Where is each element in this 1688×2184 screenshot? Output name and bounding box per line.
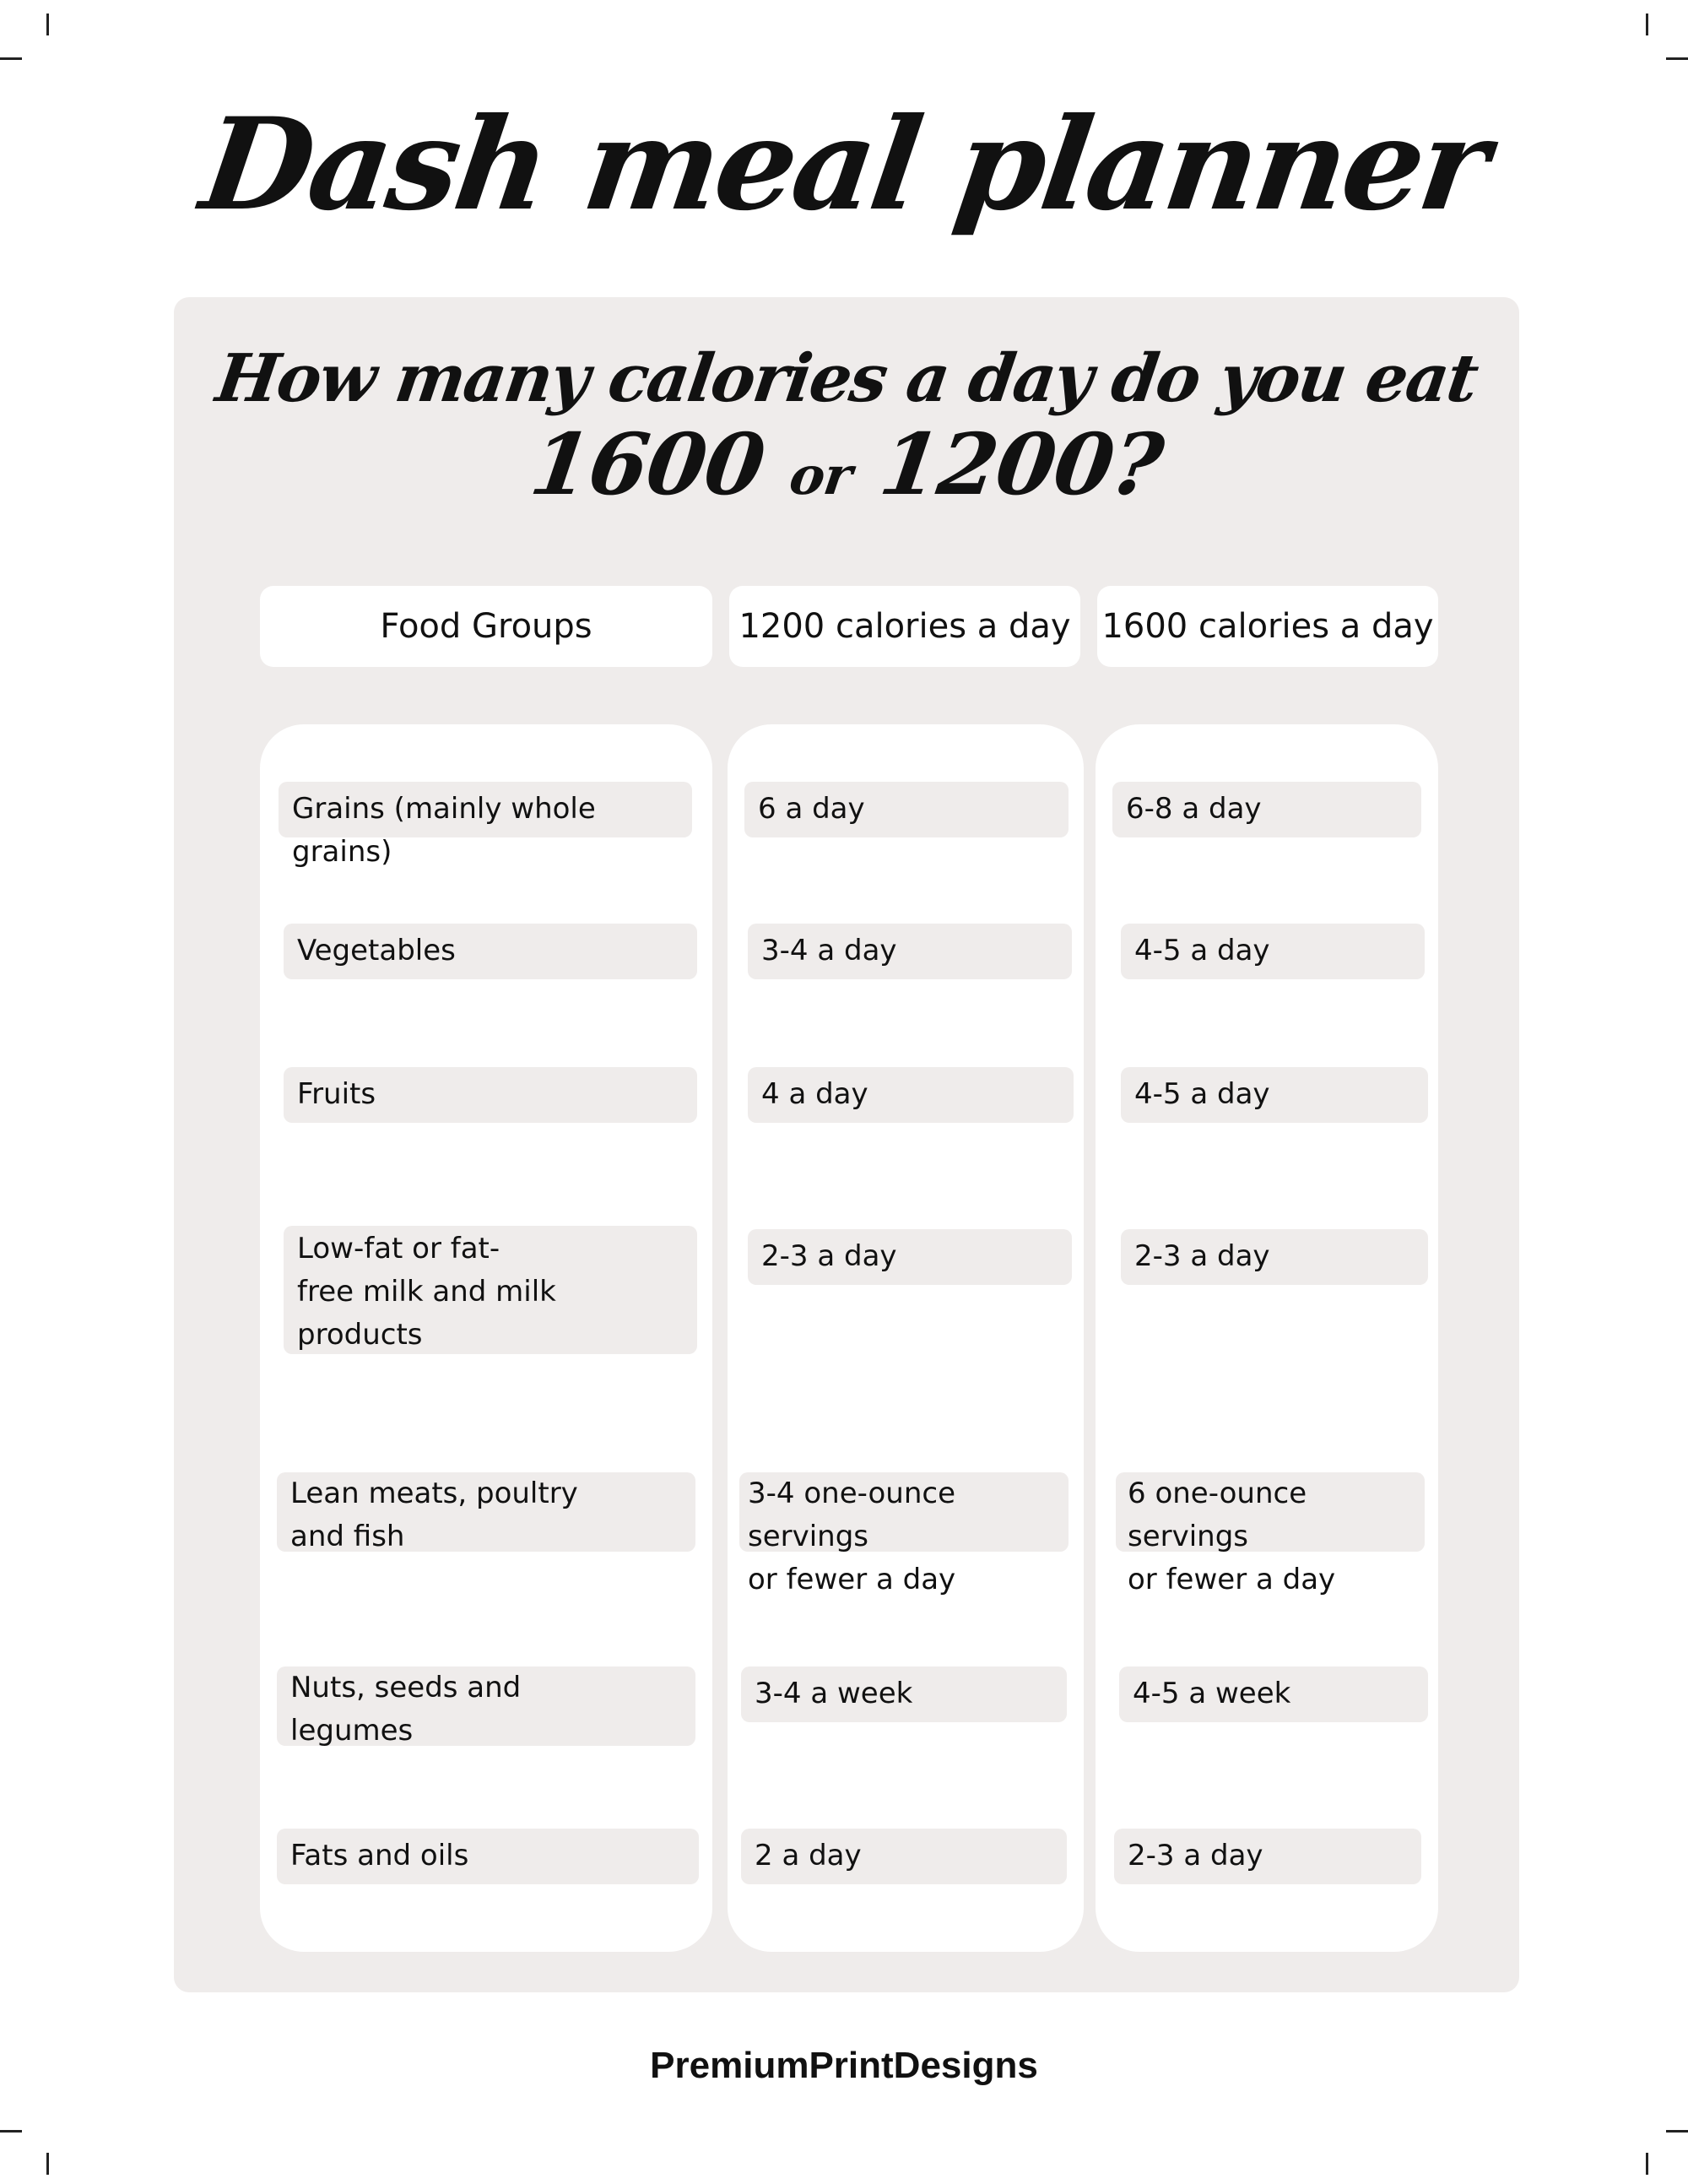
- food-group-cell: Fruits: [284, 1067, 697, 1123]
- cal1200-cell: 3-4 a day: [748, 924, 1072, 979]
- cal1200-cell: 3-4 a week: [741, 1666, 1067, 1722]
- crop-mark: [0, 2130, 22, 2133]
- crop-mark: [1666, 2130, 1688, 2133]
- cal1600-cell: 4-5 a week: [1119, 1666, 1428, 1722]
- cal1200-column: [728, 724, 1084, 1952]
- question-value-b: 1200?: [874, 415, 1169, 514]
- cal1600-cell: 6-8 a day: [1112, 782, 1421, 837]
- cal1600-column: [1096, 724, 1438, 1952]
- header-1600-calories: 1600 calories a day: [1097, 586, 1438, 667]
- cal1200-cell: 3-4 one-ounce servings or fewer a day: [739, 1472, 1069, 1552]
- header-1200-calories: 1200 calories a day: [729, 586, 1080, 667]
- food-group-cell: Lean meats, poultry and fish: [277, 1472, 695, 1552]
- cal1600-cell: 2-3 a day: [1121, 1229, 1428, 1285]
- cal1200-cell: 6 a day: [744, 782, 1069, 837]
- page-title: Dash meal planner: [193, 90, 1495, 239]
- cal1200-cell: 2 a day: [741, 1829, 1067, 1884]
- question-or: or: [786, 445, 856, 507]
- header-food-groups: Food Groups: [260, 586, 712, 667]
- cal1600-cell: 2-3 a day: [1114, 1829, 1421, 1884]
- food-group-cell: Vegetables: [284, 924, 697, 979]
- cal1200-cell: 4 a day: [748, 1067, 1074, 1123]
- crop-mark: [46, 14, 49, 35]
- crop-mark: [1646, 14, 1648, 35]
- crop-mark: [1666, 57, 1688, 60]
- food-group-cell: Fats and oils: [277, 1829, 699, 1884]
- planner-panel: [174, 297, 1519, 1992]
- cal1600-cell: 4-5 a day: [1121, 924, 1425, 979]
- cal1600-cell: 4-5 a day: [1121, 1067, 1428, 1123]
- cal1600-cell: 6 one-ounce servings or fewer a day: [1116, 1472, 1425, 1552]
- crop-mark: [0, 57, 22, 60]
- cal1200-cell: 2-3 a day: [748, 1229, 1072, 1285]
- food-group-cell: Low-fat or fat- free milk and milk products: [284, 1226, 697, 1354]
- question-line-2: [168, 415, 1525, 514]
- food-group-cell: Nuts, seeds and legumes: [277, 1666, 695, 1746]
- food-group-cell: Grains (mainly whole grains): [279, 782, 692, 837]
- question-value-a: 1600: [524, 415, 771, 514]
- question-line-1: How many calories a day do you eat: [211, 340, 1482, 417]
- brand-footer: PremiumPrintDesigns: [650, 2045, 1038, 2086]
- crop-mark: [1646, 2153, 1648, 2175]
- crop-mark: [46, 2153, 49, 2175]
